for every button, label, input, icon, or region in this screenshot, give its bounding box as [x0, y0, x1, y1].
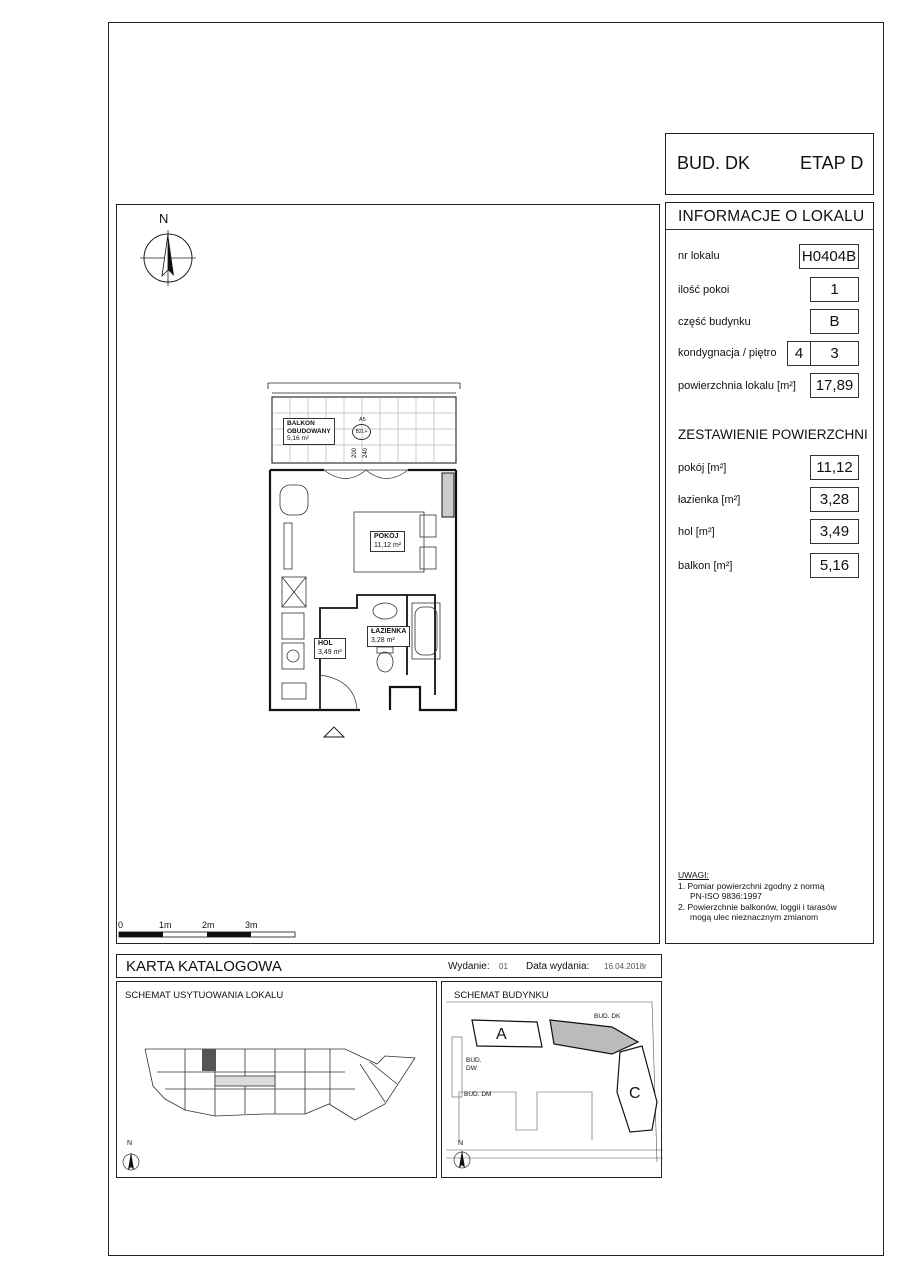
date-value: 16.04.2018r — [604, 962, 647, 971]
info-value-area: 17,89 — [810, 373, 859, 398]
room-area: 11,12 m² — [374, 541, 402, 549]
info-title: INFORMACJE O LOKALU — [678, 208, 865, 225]
notes-title: UWAGI: — [678, 870, 709, 880]
edition-value: 01 — [499, 962, 508, 971]
building-schema-title: SCHEMAT BUDYNKU — [454, 990, 549, 1001]
building-schema-box — [441, 981, 662, 1178]
balcony-tag-top: A5 — [359, 417, 366, 423]
scale-bar — [119, 931, 297, 939]
exterior-walls — [270, 470, 456, 710]
scale-2m: 2m — [202, 920, 215, 930]
room-name: POKÓJ — [374, 533, 399, 540]
building-c-label: C — [629, 1085, 641, 1102]
balcony-door — [324, 470, 408, 479]
balcony-tag — [352, 424, 371, 440]
scale-3m: 3m — [245, 920, 258, 930]
info-label-floor: kondygnacja / piętro — [678, 347, 777, 359]
balcony-tag-text: B2L+ — [355, 429, 368, 435]
footer-title: KARTA KATALOGOWA — [126, 958, 282, 975]
room-area: 5,16 m² — [287, 435, 310, 442]
room-name: HOL — [318, 640, 333, 647]
notes-block — [678, 870, 837, 923]
shaft-hatch — [442, 473, 454, 517]
building-a-label: A — [496, 1026, 507, 1043]
building-a — [472, 1020, 542, 1047]
room-area: 3,49 m² — [318, 648, 342, 656]
building-label: BUD. DK — [677, 153, 751, 173]
room-name: ŁAZIENKA — [371, 628, 407, 635]
scale-1m: 1m — [159, 920, 172, 930]
location-north-label: N — [127, 1140, 133, 1147]
building-dk-label: BUD. DK — [594, 1013, 621, 1020]
furniture — [280, 485, 440, 699]
summary-label-bathroom: łazienka [m²] — [678, 494, 741, 506]
building-b-dk — [550, 1020, 638, 1054]
stage-label: ETAP D — [800, 153, 864, 173]
info-value-floor: 3 — [810, 341, 859, 366]
summary-value-balcony: 5,16 — [810, 553, 859, 578]
balcony-glazing — [268, 383, 460, 393]
summary-value-bathroom: 3,28 — [810, 487, 859, 512]
info-value-unit: H0404B — [799, 244, 859, 269]
info-title-rule — [665, 229, 874, 230]
note-line: 2. Powierzchnie balkonów, loggii i tarasów — [678, 901, 837, 912]
dim-240: 240 — [363, 447, 370, 459]
room-label-room — [370, 531, 405, 552]
unit-highlight — [202, 1049, 216, 1071]
room-label-balcony — [283, 418, 335, 445]
info-label-part: część budynku — [678, 316, 751, 328]
entrance-marker — [324, 727, 344, 737]
note-line: mogą ulec nieznacznym zmianom — [690, 912, 819, 922]
dim-200: 200 — [352, 447, 359, 459]
building-dm-label: BUD. DM — [464, 1091, 492, 1098]
room-name: BALKON OBUDOWANY — [287, 420, 331, 435]
building-dw-label: BUD. DW — [466, 1057, 482, 1072]
info-label-area: powierzchnia lokalu [m²] — [678, 380, 796, 392]
summary-title: ZESTAWIENIE POWIERZCHNI — [678, 427, 868, 442]
header-box — [665, 133, 874, 195]
north-arrow-icon — [121, 1150, 141, 1174]
north-label: N — [159, 211, 169, 226]
summary-label-hall: hol [m²] — [678, 526, 715, 538]
room-label-bathroom — [367, 626, 410, 647]
summary-value-room: 11,12 — [810, 455, 859, 480]
room-label-hall — [314, 638, 346, 659]
building-schema-drawing — [442, 982, 663, 1179]
info-label-unit: nr lokalu — [678, 250, 720, 262]
edition-label: Wydanie: — [448, 961, 490, 972]
building-north-label: N — [458, 1140, 464, 1147]
date-label: Data wydania: — [526, 961, 590, 972]
footer-title-bar — [116, 954, 662, 978]
location-schema-title: SCHEMAT USYTUOWANIA LOKALU — [125, 990, 284, 1001]
summary-label-balcony: balkon [m²] — [678, 560, 733, 572]
north-arrow-icon — [138, 228, 198, 288]
entry-door — [320, 675, 357, 710]
room-area: 3,28 m² — [371, 636, 395, 644]
info-value-rooms: 1 — [810, 277, 859, 302]
location-schema-box — [116, 981, 437, 1178]
summary-label-room: pokój [m²] — [678, 462, 727, 474]
summary-value-hall: 3,49 — [810, 519, 859, 544]
scale-0: 0 — [118, 920, 124, 930]
location-schema-drawing — [145, 1044, 415, 1122]
note-line: 1. Pomiar powierzchni zgodny z normą — [678, 880, 825, 891]
north-arrow-icon — [452, 1148, 472, 1172]
info-value-part: B — [810, 309, 859, 334]
note-line: PN-ISO 9836:1997 — [690, 891, 762, 901]
info-label-rooms: ilość pokoi — [678, 284, 730, 296]
info-value-level: 4 — [787, 341, 811, 366]
